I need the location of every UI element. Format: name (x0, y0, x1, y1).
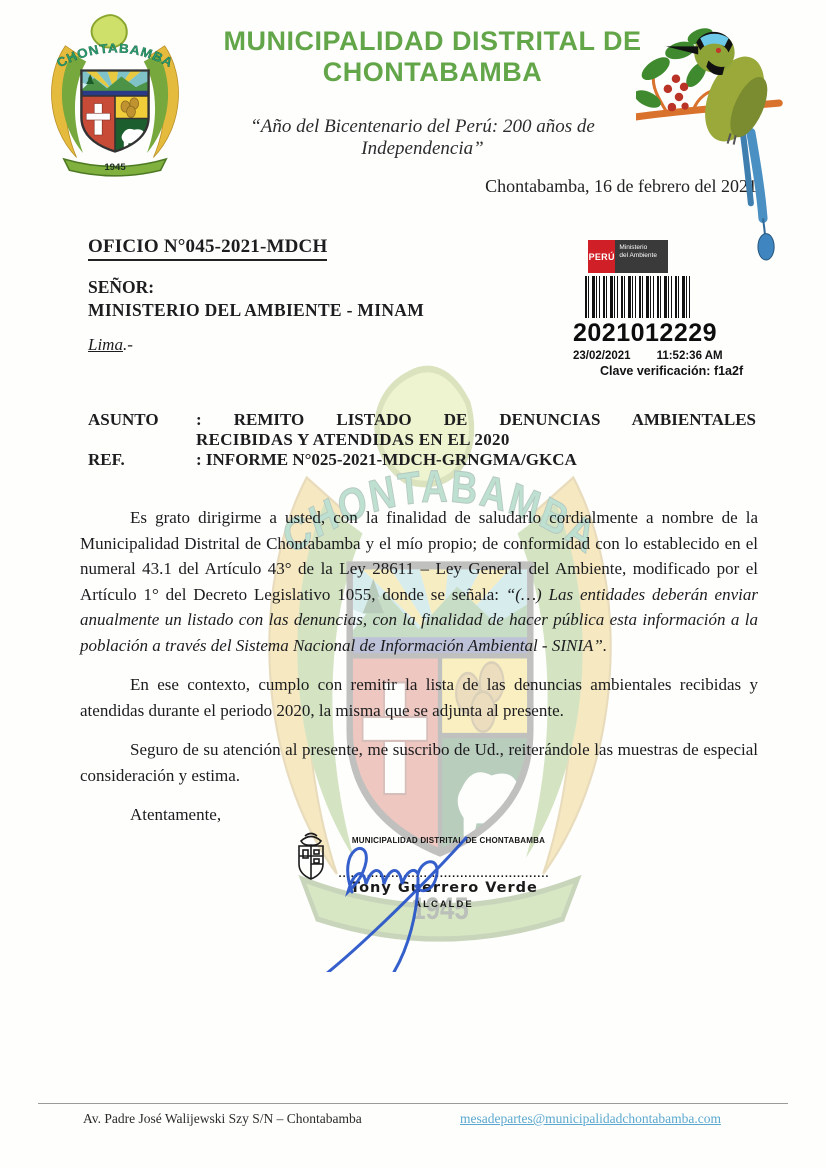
subject-line1: : REMITO LISTADO DE DENUNCIAS AMBIENTALES (196, 410, 756, 429)
reception-time: 11:52:36 AM (656, 350, 723, 362)
reception-barcode-icon (585, 276, 690, 318)
motmot-bird-illustration (636, 16, 806, 264)
signer-role: ALCALDE (414, 899, 474, 910)
recipient-name: MINISTERIO DEL AMBIENTE - MINAM (88, 300, 425, 320)
registry-number: 2021012229 (573, 319, 718, 347)
recipient-city-name: Lima (88, 335, 123, 354)
recipient-city (88, 335, 133, 355)
subject-row (88, 410, 756, 430)
paragraph-2: En ese contexto, cumplo con remitir la lista de las denuncias ambientales recibidas y atendidas durante el periodo 2020, la misma que se adjunta al presente. (80, 675, 758, 720)
footer-address: Av. Padre José Walijewski Szy S/N – Chontabamba (83, 1111, 362, 1126)
date-line: Chontabamba, 16 de febrero del 2021 (485, 176, 757, 196)
reception-datetime (573, 350, 773, 362)
recipient-city-suffix: .- (122, 335, 133, 354)
minam-logo (588, 240, 668, 273)
handwritten-signature-icon (306, 822, 536, 972)
oficio-number: OFICIO N°045-2021-MDCH (88, 236, 327, 261)
header-title-line1: MUNICIPALIDAD DISTRITAL DE (223, 26, 642, 56)
signature-dotted-line: .................................................... (338, 868, 550, 880)
stamp-entity-name: MUNICIPALIDAD DISTRITAL DE CHONTABAMBA (351, 836, 546, 845)
year-motto: “Año del Bicentenario del Perú: 200 años de Independencia” (250, 116, 595, 159)
paragraph-1-normal: Es grato dirigirme a usted, con la finalidad de saludarlo cordialmente a nombre de la Municipalidad Distrital de Chontabamba y el mío propio; de conformidad con lo establecido en el numeral 43.1 del Artículo 43° de la Ley 28611 – Ley General del Ambiente, modificado por el Artículo 1° del Decreto Legislativo 1055, donde se señala: (80, 508, 758, 604)
subject-line2: RECIBIDAS Y ATENDIDAS EN EL 2020 (196, 430, 510, 449)
ministry-label (615, 240, 668, 273)
footer-divider (38, 1103, 788, 1104)
peru-flag-badge: PERÚ (588, 240, 615, 273)
signature-block (288, 826, 568, 976)
municipality-coat-of-arms-logo (35, 12, 195, 177)
minam-reception-stamp (573, 240, 773, 378)
reference-text: : INFORME N°025-2021-MDCH-GRNGMA/GKCA (196, 450, 577, 469)
reference-label: REF. (88, 450, 125, 469)
ministry-line2: del Ambiente (619, 252, 657, 259)
subject-label: ASUNTO (88, 410, 159, 429)
closing-word: Atentamente, (130, 805, 222, 824)
footer-email-link[interactable]: mesadepartes@municipalidadchontabamba.com (460, 1111, 721, 1126)
letter-body (80, 505, 758, 828)
header-title-line2: CHONTABAMBA (322, 57, 543, 87)
paragraph-3: Seguro de su atención al presente, me suscribo de Ud., reiterándole las muestras de especial consideración y estima. (80, 740, 758, 785)
header-title (200, 26, 665, 88)
paragraph-1 (80, 505, 758, 658)
reference-row (88, 450, 756, 470)
verification-key: Clave verificación: f1a2f (600, 364, 744, 378)
subject-block (88, 410, 756, 470)
ministry-line1: Ministerio (619, 244, 648, 251)
recipient-salutation: SEÑOR: (88, 277, 155, 297)
signer-name: Tony Guerrero Verde (350, 880, 538, 896)
reception-date: 23/02/2021 (573, 350, 631, 362)
paragraph-1-quote: “(…) Las entidades deberán enviar anualmente un listado con las denuncias, con la finalidad de hacer pública esta información a la población a través del Sistema Nacional de Información Ambiental - SINIA”. (80, 584, 758, 655)
